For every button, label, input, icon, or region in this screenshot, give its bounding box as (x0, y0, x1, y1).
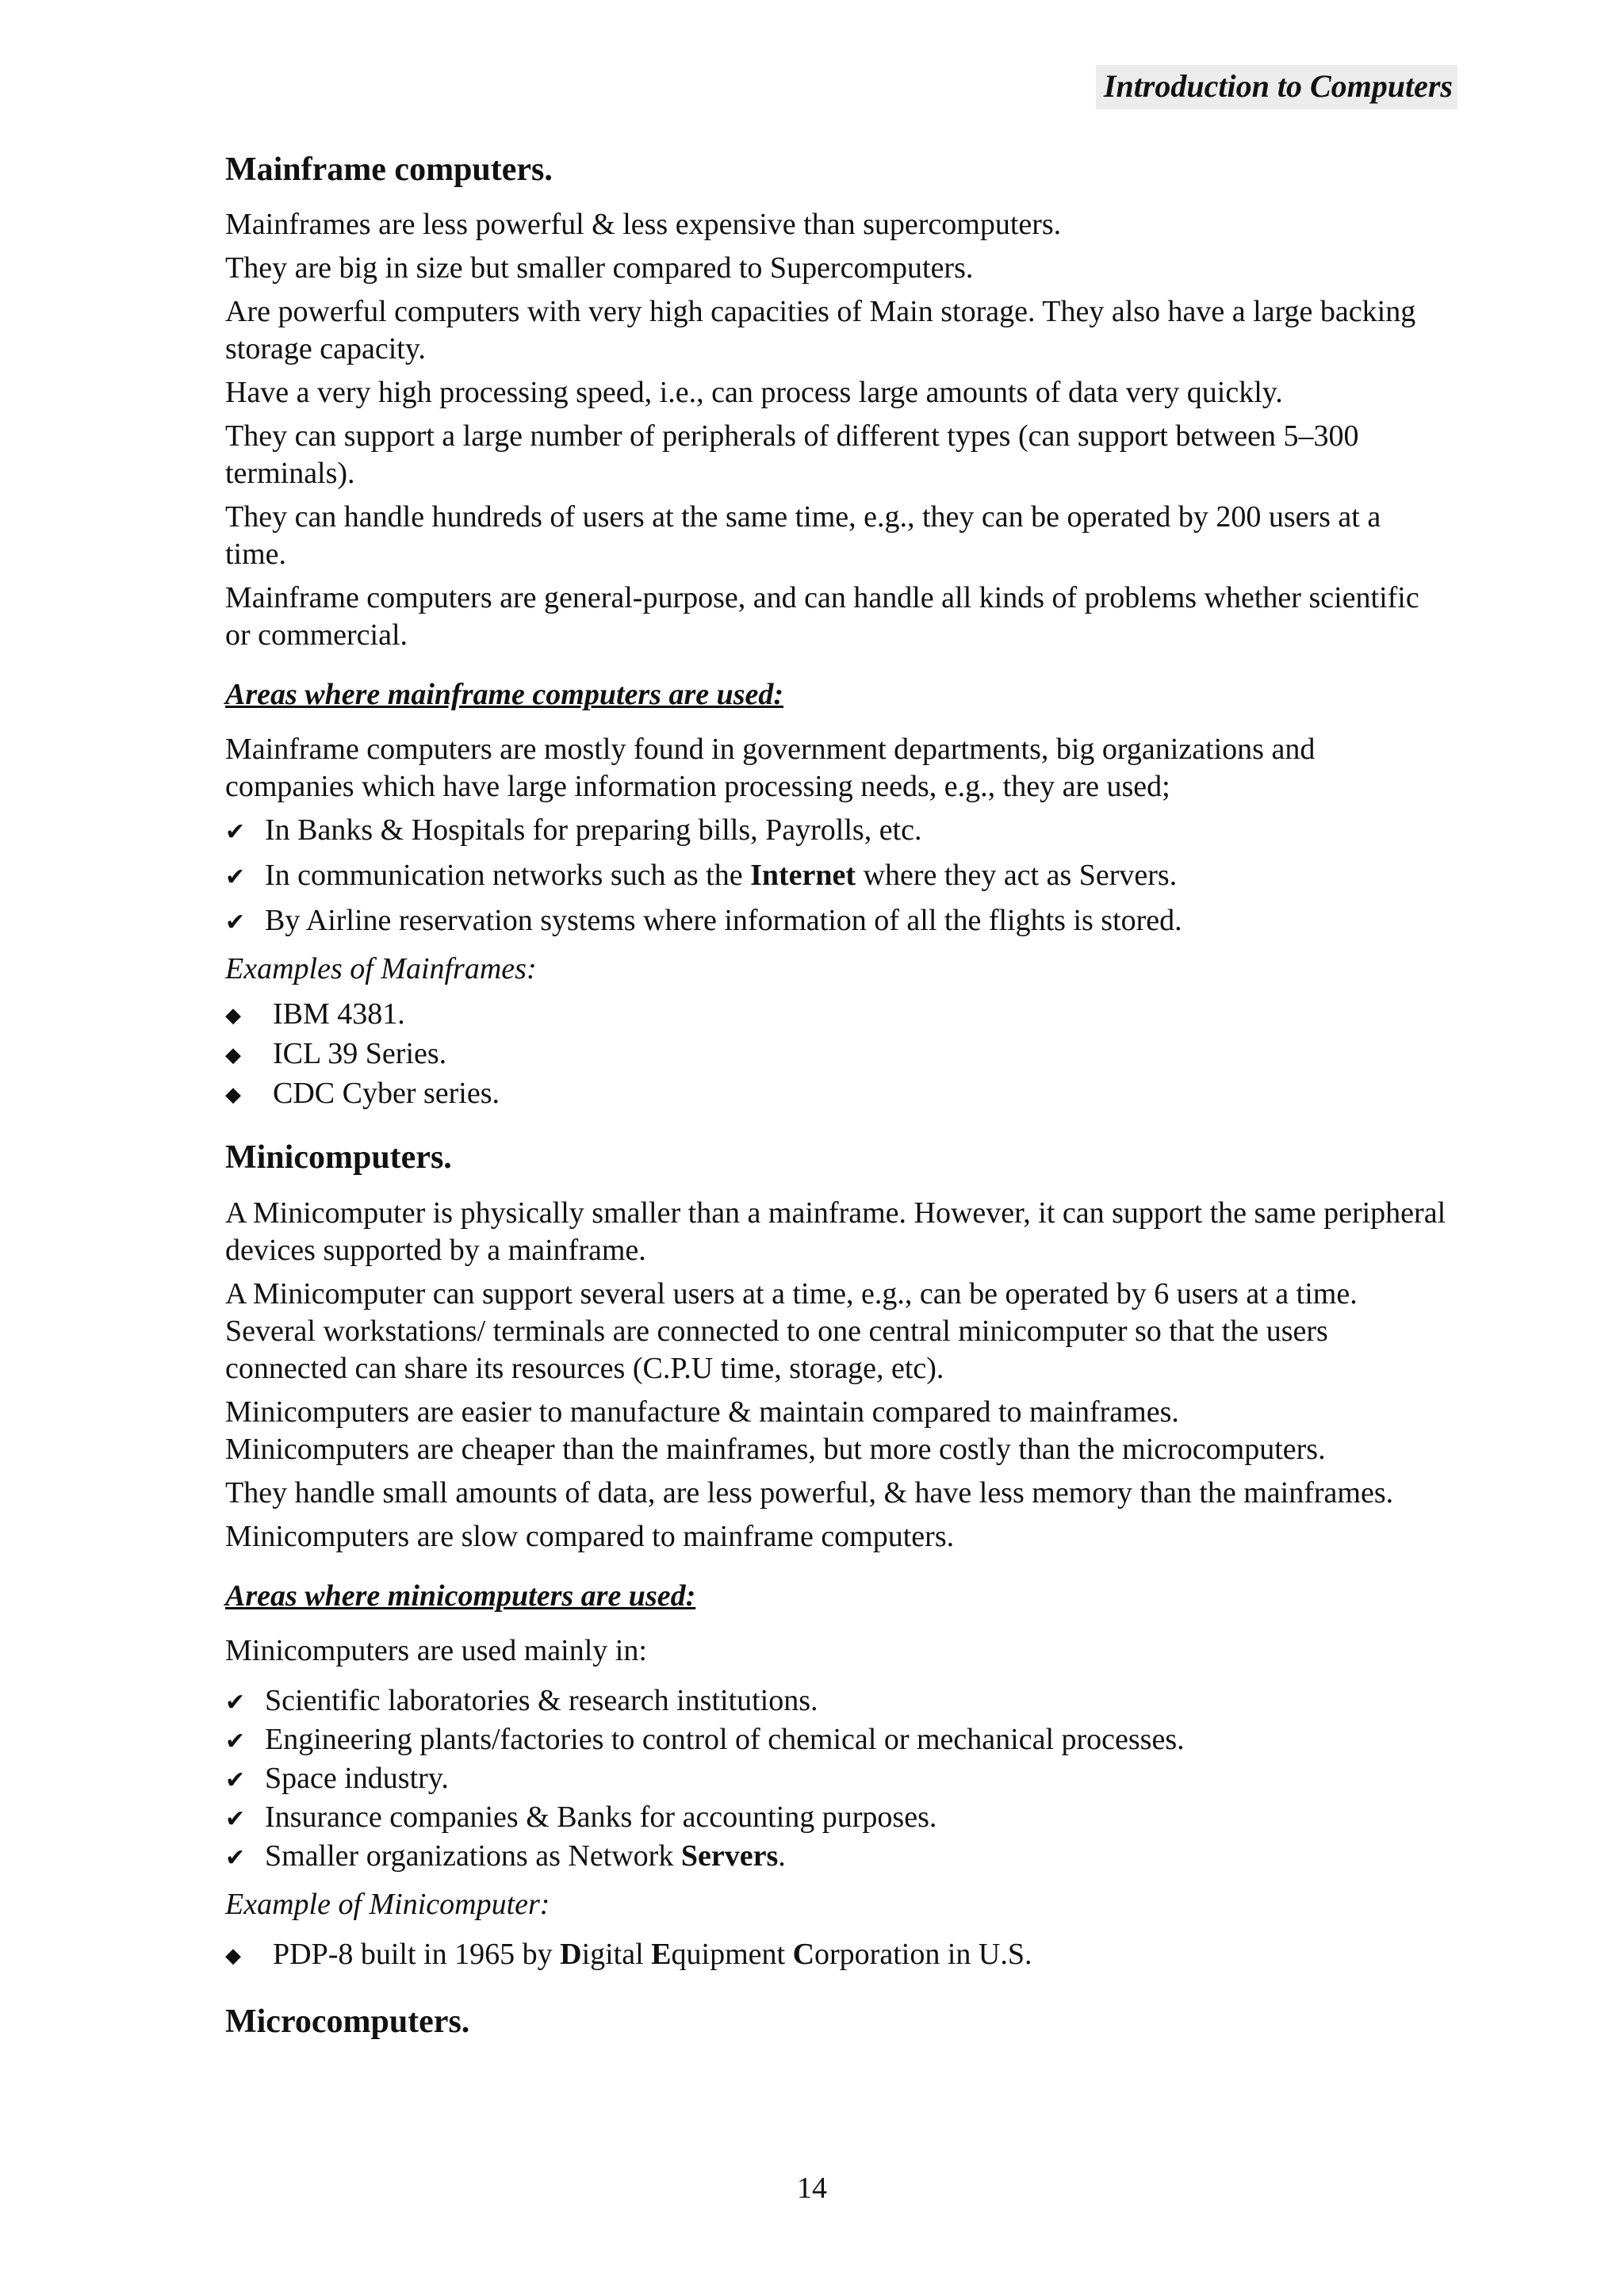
mainframe-examples-heading: Examples of Mainframes: (225, 952, 537, 986)
list-item-text (273, 1936, 1032, 1973)
bold-term: Servers (680, 1839, 779, 1873)
list-item-text: IBM 4381. (273, 997, 405, 1031)
check-mark-icon: ✔ (225, 1844, 246, 1871)
text-segment: orporation in U.S. (814, 1937, 1032, 1971)
list-item (225, 1799, 1446, 1838)
list-item (225, 902, 1446, 941)
minicomputers-areas-heading: Areas where minicomputers are used: (225, 1578, 696, 1613)
text-segment: igital (581, 1937, 652, 1971)
minicomputers-heading: Minicomputers. (225, 1139, 452, 1177)
check-mark-icon: ✔ (225, 1689, 246, 1716)
paragraph: Mainframe computers are general-purpose, and can handle all kinds of problems whether scientific or commercial. (225, 581, 1419, 652)
paragraph: A Minicomputer can support several users at a time, e.g., can be operated by 6 users at a time. Several workstations/ terminals are connected to one central minicomputer so that the users connected can share its resources (C.P.U time, storage, etc). (225, 1276, 1358, 1385)
paragraph: Have a very high processing speed, i.e., can process large amounts of data very quickly. (225, 376, 1283, 410)
mainframe-uses-list (225, 812, 1446, 941)
paragraph: They can support a large number of peripherals of different types (can support between 5–300 terminals). (225, 419, 1359, 491)
list-item-text: Scientific laboratories & research institutions. (265, 1683, 818, 1717)
list-item (225, 1682, 1446, 1721)
list-item (225, 1838, 1446, 1877)
mainframe-areas-intro: Mainframe computers are mostly found in government departments, big organizations and companies which have large information processing needs, e.g., they are used; (225, 733, 1316, 804)
list-item (225, 812, 1446, 851)
mainframe-examples-list (225, 996, 1446, 1115)
page-number: 14 (797, 2172, 827, 2205)
list-item-text: By Airline reservation systems where information of all the flights is stored. (265, 904, 1182, 938)
mainframe-heading: Mainframe computers. (225, 151, 553, 188)
diamond-bullet-icon: ◆ (225, 1943, 241, 1967)
check-mark-icon: ✔ (225, 1766, 246, 1793)
list-item-text: Insurance companies & Banks for accounting purposes. (265, 1800, 937, 1834)
bold-initial: D (560, 1937, 582, 1971)
list-item (225, 1760, 1446, 1799)
text-segment: PDP-8 built in 1965 by (273, 1937, 561, 1971)
paragraph: They are big in size but smaller compared to Supercomputers. (225, 251, 974, 285)
check-mark-icon: ✔ (225, 819, 246, 846)
list-item (225, 857, 1446, 896)
text-segment: Smaller organizations as Network (265, 1839, 681, 1873)
paragraph: A Minicomputer is physically smaller than a mainframe. However, it can support the same peripheral devices supported by a mainframe. (225, 1196, 1446, 1267)
check-mark-icon: ✔ (225, 1728, 246, 1755)
paragraph: Minicomputers are cheaper than the mainframes, but more costly than the microcomputers. (225, 1432, 1326, 1466)
mainframe-areas-heading: Areas where mainframe computers are used: (225, 678, 784, 712)
list-item-text (265, 1838, 786, 1875)
microcomputers-heading: Microcomputers. (225, 2003, 470, 2040)
list-item-text: In Banks & Hospitals for preparing bills, Payrolls, etc. (265, 813, 922, 848)
spacer (225, 1976, 1446, 2003)
minicomputers-uses-list (225, 1682, 1446, 1877)
text-segment: quipment (671, 1937, 793, 1971)
spacer (225, 1115, 1446, 1138)
text-segment: where they act as Servers. (856, 859, 1178, 893)
paragraph: Minicomputers are easier to manufacture & maintain compared to mainframes. (225, 1395, 1179, 1429)
list-item-text: Engineering plants/factories to control of chemical or mechanical processes. (265, 1722, 1185, 1756)
paragraph: Are powerful computers with very high capacities of Main storage. They also have a large backing storage capacity. (225, 295, 1416, 366)
list-item (225, 1075, 1446, 1115)
list-item-text: CDC Cyber series. (273, 1077, 500, 1111)
bold-initial: C (792, 1937, 815, 1971)
paragraph: They can handle hundreds of users at the same time, e.g., they can be operated by 200 users at a time. (225, 500, 1381, 572)
list-item (225, 1936, 1446, 1976)
diamond-bullet-icon: ◆ (225, 1043, 241, 1067)
list-item-text: Space industry. (265, 1761, 449, 1795)
list-item (225, 1035, 1446, 1075)
check-mark-icon: ✔ (225, 909, 246, 936)
minicomputer-example-list (225, 1936, 1446, 1976)
check-mark-icon: ✔ (225, 1805, 246, 1832)
text-segment: In communication networks such as the (265, 859, 751, 893)
diamond-bullet-icon: ◆ (225, 1004, 241, 1027)
paragraph: They handle small amounts of data, are less powerful, & have less memory than the mainframes. (225, 1475, 1394, 1510)
minicomputer-example-heading: Example of Minicomputer: (225, 1887, 550, 1921)
text-segment: . (778, 1839, 786, 1873)
running-header: Introduction to Computers (1096, 65, 1457, 109)
list-item-text: ICL 39 Series. (273, 1037, 447, 1071)
paragraph: Mainframes are less powerful & less expensive than supercomputers. (225, 208, 1062, 242)
diamond-bullet-icon: ◆ (225, 1083, 241, 1107)
minicomputers-areas-intro: Minicomputers are used mainly in: (225, 1633, 647, 1667)
page-content (225, 151, 1446, 2058)
list-item (225, 1721, 1446, 1760)
check-mark-icon: ✔ (225, 864, 246, 891)
bold-initial: E (651, 1937, 672, 1971)
list-item-text (265, 857, 1177, 894)
paragraph: Minicomputers are slow compared to mainframe computers. (225, 1519, 955, 1553)
bold-term: Internet (750, 859, 856, 893)
list-item (225, 996, 1446, 1035)
